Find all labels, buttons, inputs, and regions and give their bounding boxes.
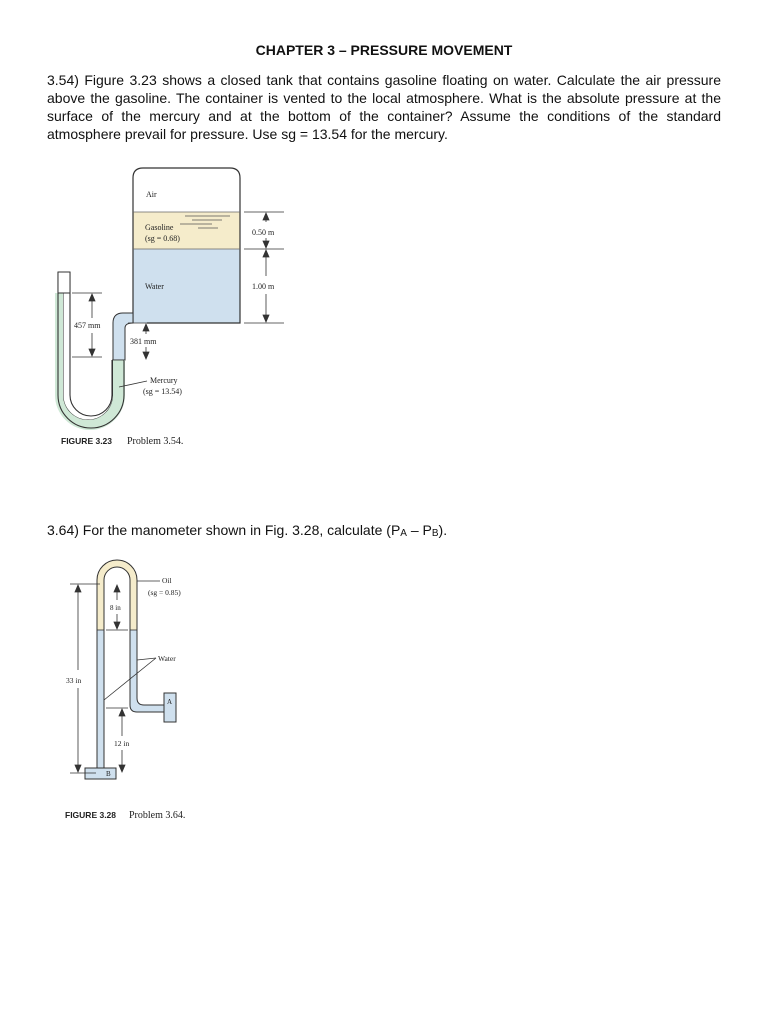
dim-457-label: 457 mm [74, 321, 101, 330]
problem-364-suffix: ). [438, 522, 448, 538]
subscript-b: B [431, 528, 439, 539]
dim-8-label: 8 in [110, 604, 121, 612]
subscript-a: A [400, 528, 407, 539]
dim-12-label: 12 in [114, 739, 130, 748]
dim-381-label: 381 mm [130, 337, 157, 346]
vessel-b [85, 768, 116, 779]
chapter-title: CHAPTER 3 – PRESSURE MOVEMENT [255, 42, 513, 58]
dim-33-label: 33 in [66, 676, 82, 685]
right-leg-water [130, 630, 137, 698]
point-a-label: A [167, 698, 173, 706]
figure-3-28-caption-text: Problem 3.64. [129, 810, 186, 821]
gasoline-sg-label: (sg = 0.68) [145, 234, 180, 243]
point-b-label: B [106, 770, 111, 778]
mercury-sg-label: (sg = 13.54) [143, 387, 182, 396]
problem-354-text: 3.54) Figure 3.23 shows a closed tank that contains gasoline floating on water. Calculate the air pressure above the gasoline. The container is vented to the local atmosphere. What is the absolute pressure at the surface of the mercury and at the bottom of the container? Assume the conditions of the standard atmosphere prevail for pressure. Use sg = 13.54 for the mercury. [47, 72, 721, 142]
gasoline-label: Gasoline [145, 223, 174, 232]
oil-sg-label: (sg = 0.85) [148, 588, 181, 597]
mercury-label: Mercury [150, 376, 178, 385]
dim-gasoline-label: 0.50 m [252, 228, 275, 237]
problem-364-prefix: 3.64) For the manometer shown in Fig. 3.28, calculate (P [47, 522, 401, 538]
oil-label: Oil [162, 576, 172, 585]
figure-3-23-caption-label: FIGURE 3.23 [61, 436, 113, 446]
water-label-328: Water [158, 654, 176, 663]
water-label: Water [145, 282, 164, 291]
problem-364-dash: – P [406, 522, 432, 538]
figure-3-23-caption-text: Problem 3.54. [127, 436, 184, 447]
left-leg-water [97, 630, 104, 768]
dim-water-label: 1.00 m [252, 282, 275, 291]
figure-3-28-caption-label: FIGURE 3.28 [65, 810, 117, 820]
air-label: Air [146, 190, 157, 199]
